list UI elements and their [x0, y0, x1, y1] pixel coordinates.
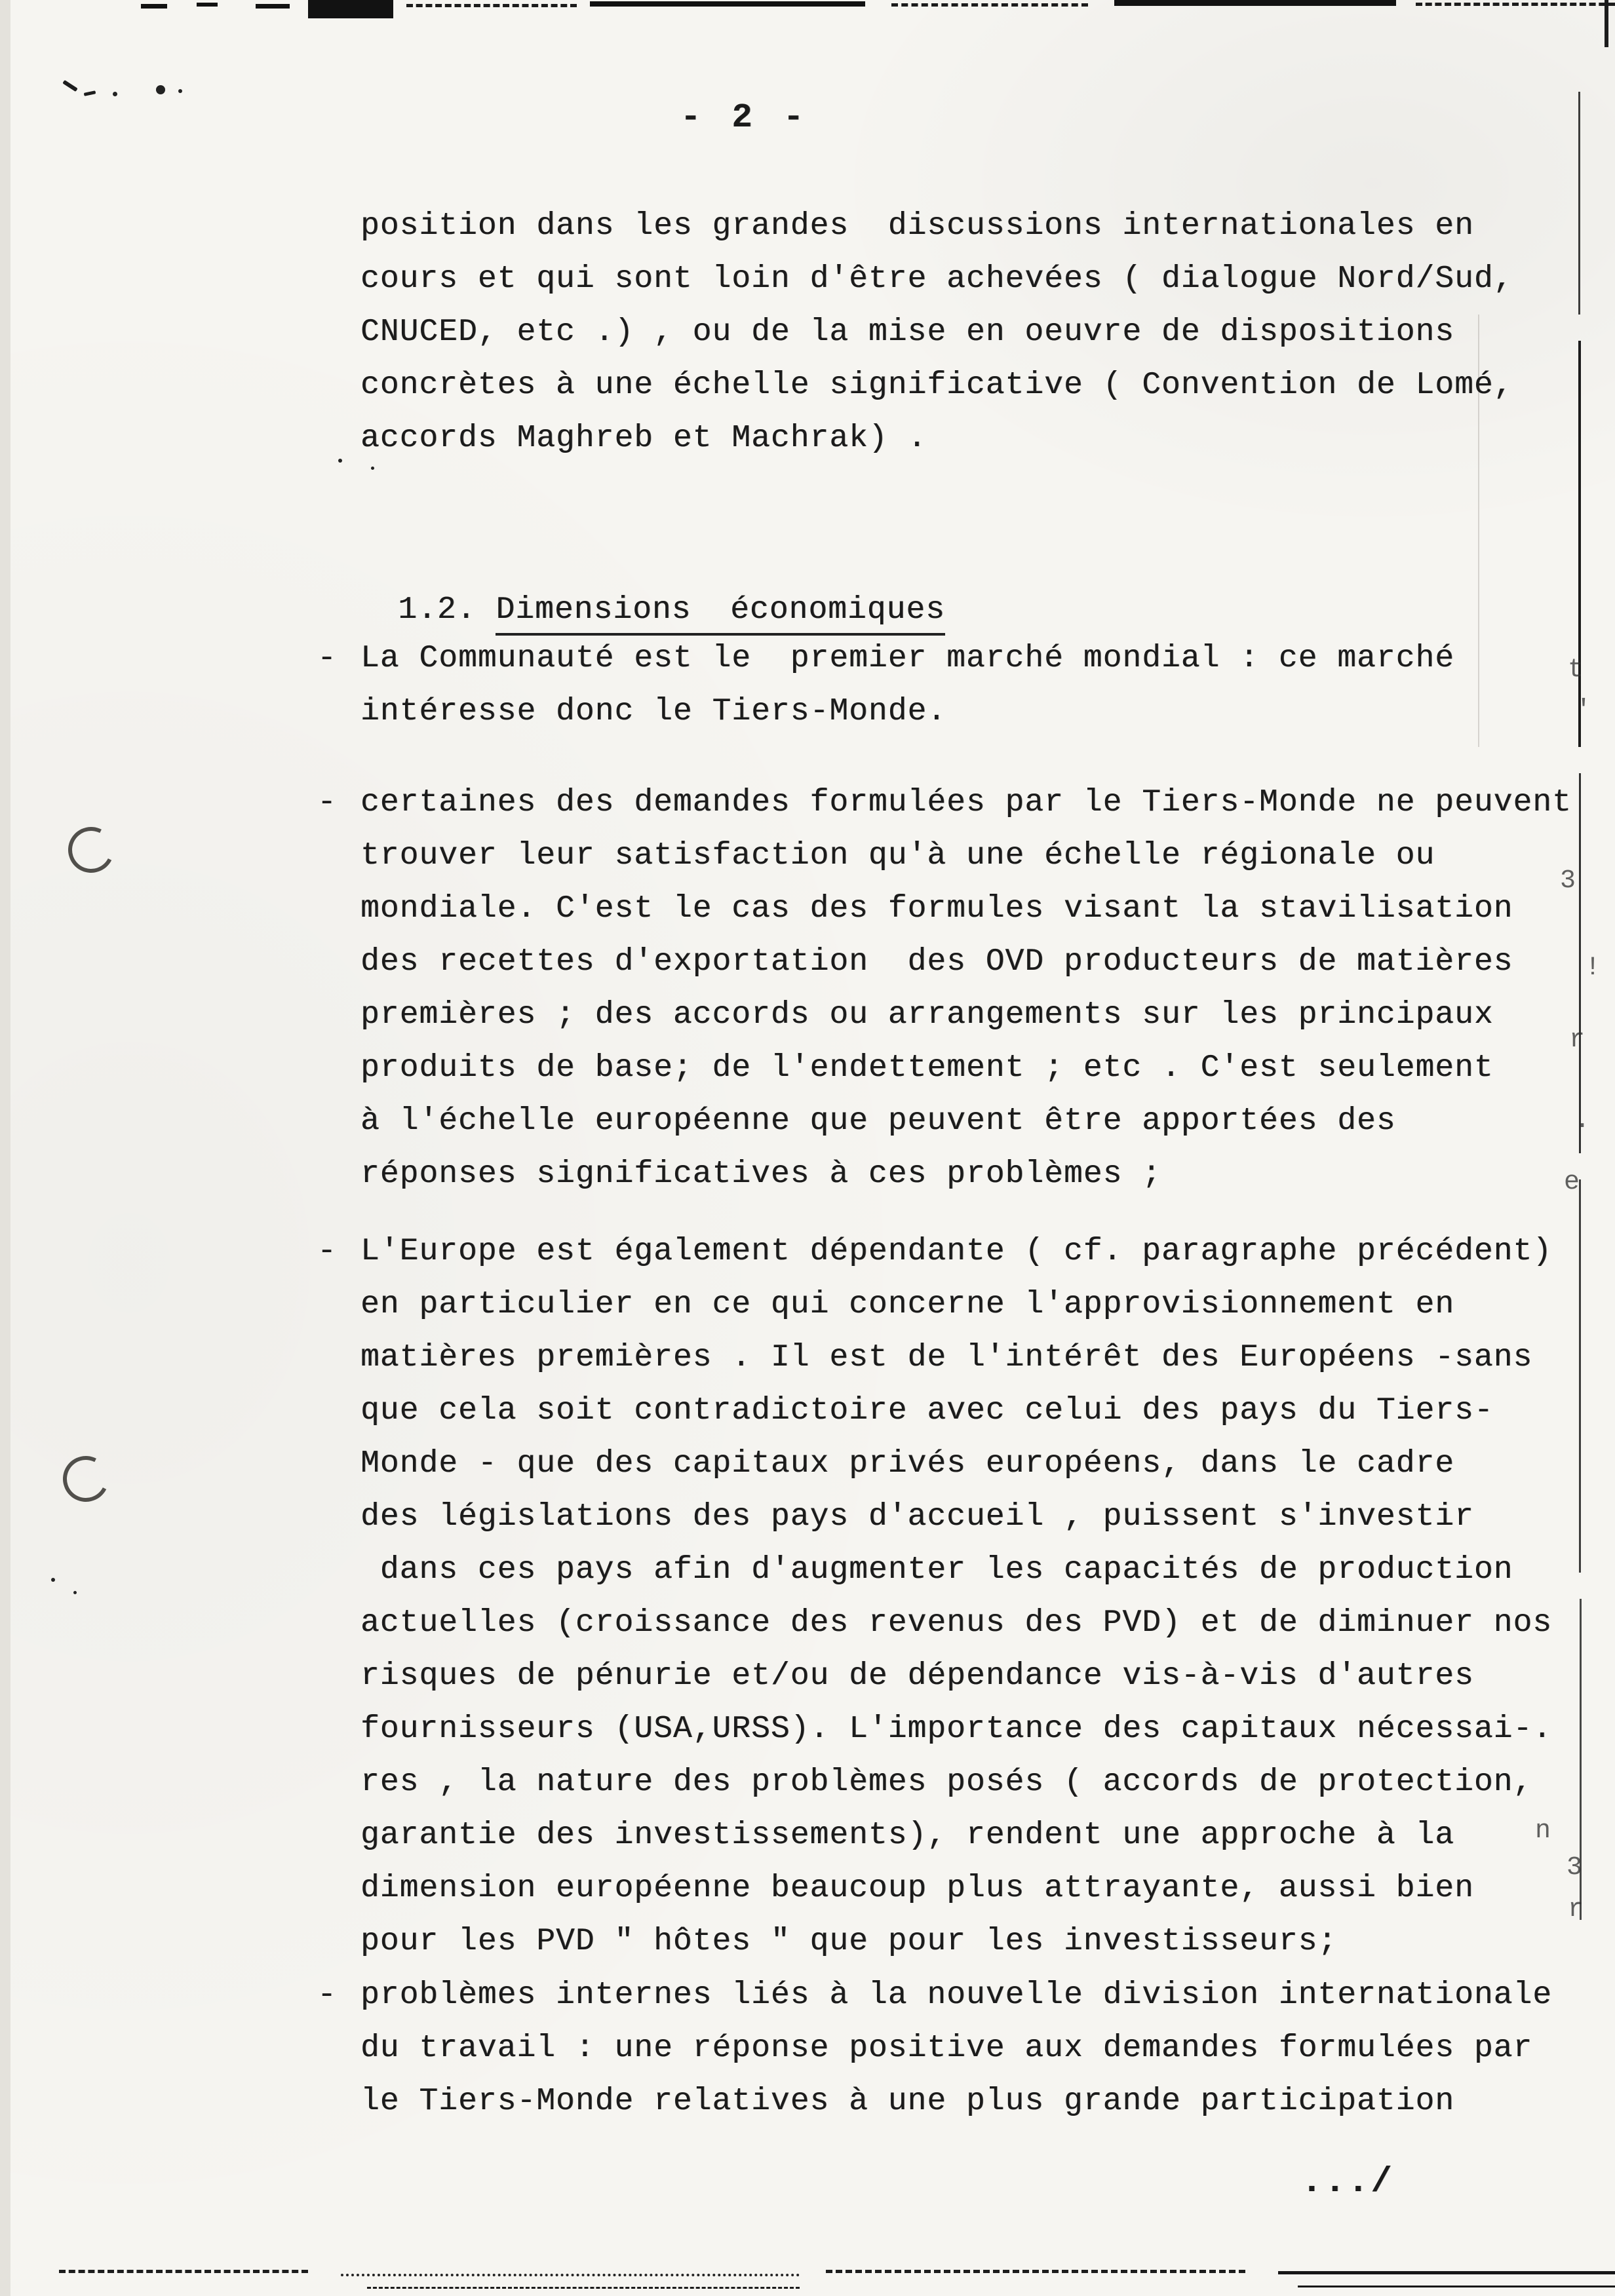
- paragraph-line: fournisseurs (USA,URSS). L'importance des capitaux nécessai-.: [360, 1712, 1553, 1747]
- intro-paragraph: [360, 200, 1513, 465]
- scan-artifact: [113, 92, 117, 96]
- paragraph-line: premières ; des accords ou arrangements sur les principaux: [360, 997, 1494, 1033]
- section-number: 1.2.: [398, 592, 477, 628]
- scan-artifact: [341, 2274, 800, 2276]
- margin-artifact-glyph: e: [1564, 1168, 1580, 1197]
- scan-artifact: [156, 85, 165, 94]
- margin-artifact-glyph: t: [1568, 655, 1584, 685]
- bullet-marker: -: [317, 785, 336, 820]
- paragraph-line: à l'échelle européenne que peuvent être apportées des: [360, 1103, 1396, 1139]
- scan-artifact: [51, 1578, 55, 1582]
- hole-punch: [57, 1450, 115, 1508]
- scan-artifact: [1298, 2286, 1615, 2287]
- paragraph-line: certaines des demandes formulées par le Tiers-Monde ne peuvent: [360, 785, 1572, 820]
- scan-artifact: [406, 4, 577, 7]
- scan-artifact: [1578, 92, 1580, 315]
- paragraph-line: pour les PVD " hôtes " que pour les investisseurs;: [360, 1924, 1338, 1959]
- paragraph-line: L'Europe est également dépendante ( cf. paragraphe précédent): [360, 1234, 1553, 1269]
- scan-artifact: [62, 80, 77, 92]
- scan-artifact: [1416, 3, 1615, 6]
- paragraph-line: res , la nature des problèmes posés ( accords de protection,: [360, 1765, 1533, 1800]
- paragraph-line: des recettes d'exportation des OVD producteurs de matières: [360, 944, 1513, 980]
- paragraph-line: La Communauté est le premier marché mondial : ce marché: [360, 641, 1455, 676]
- paragraph-line: concrètes à une échelle significative ( Convention de Lomé,: [360, 368, 1513, 403]
- bullet-marker: -: [317, 641, 336, 676]
- paragraph-line: position dans les grandes discussions internationales en: [360, 208, 1474, 244]
- paragraph-line: CNUCED, etc .) , ou de la mise en oeuvre de dispositions: [360, 315, 1455, 350]
- paragraph-line: dans ces pays afin d'augmenter les capacités de production: [360, 1552, 1513, 1588]
- margin-artifact-glyph: r: [1569, 1025, 1586, 1055]
- bullet-item: [317, 1969, 1553, 2128]
- scan-artifact: [1605, 0, 1608, 47]
- margin-artifact-glyph: 3: [1560, 866, 1576, 896]
- continuation-mark: .../: [1301, 2162, 1394, 2202]
- paragraph-line: Monde - que des capitaux privés européens, dans le cadre: [360, 1446, 1455, 1482]
- scan-artifact: [826, 2270, 1245, 2273]
- paragraph-line: problèmes internes liés à la nouvelle division internationale: [360, 1978, 1553, 2013]
- scan-artifact: [367, 2287, 800, 2289]
- paragraph-line: actuelles (croissance des revenus des PVD) et de diminuer nos: [360, 1605, 1553, 1641]
- paragraph-line: du travail : une réponse positive aux demandes formulées par: [360, 2031, 1533, 2066]
- scan-artifact: [84, 90, 96, 96]
- margin-artifact-glyph: ': [1576, 696, 1592, 725]
- bullet-marker: -: [317, 1978, 336, 2013]
- scan-artifact: [1278, 2271, 1615, 2274]
- margin-artifact-glyph: n: [1535, 1816, 1551, 1846]
- paragraph-line: dimension européenne beaucoup plus attrayante, aussi bien: [360, 1871, 1474, 1906]
- scan-artifact: [891, 3, 1088, 7]
- paragraph-line: le Tiers-Monde relatives à une plus grande participation: [360, 2084, 1455, 2119]
- scan-artifact: [256, 4, 290, 9]
- bullet-item: [317, 776, 1572, 1201]
- scan-artifact: [1579, 1179, 1581, 1573]
- scan-artifact: [590, 1, 865, 7]
- paragraph-line: matières premières . Il est de l'intérêt des Européens -sans: [360, 1340, 1533, 1375]
- scan-artifact: [1578, 341, 1581, 747]
- paragraph-line: trouver leur satisfaction qu'à une échelle régionale ou: [360, 838, 1435, 873]
- paragraph-line: intéresse donc le Tiers-Monde.: [360, 694, 947, 729]
- scan-artifact: [1114, 0, 1396, 6]
- bullet-item: [317, 1225, 1553, 1968]
- paragraph-line: des législations des pays d'accueil , puissent s'investir: [360, 1499, 1474, 1535]
- scan-artifact: [308, 0, 393, 18]
- scan-artifact: [1579, 773, 1581, 1153]
- scan-artifact: [197, 3, 218, 7]
- scan-edge-shade: [0, 0, 10, 2296]
- paragraph-line: garantie des investissements), rendent une approche à la: [360, 1818, 1455, 1853]
- margin-artifact-glyph: 3: [1566, 1853, 1583, 1883]
- page-number: - 2 -: [680, 98, 809, 137]
- scan-artifact: [178, 89, 182, 93]
- paragraph-line: risques de pénurie et/ou de dépendance vis-à-vis d'autres: [360, 1658, 1474, 1694]
- paragraph-line: que cela soit contradictoire avec celui des pays du Tiers-: [360, 1393, 1494, 1428]
- hole-punch: [62, 821, 120, 879]
- margin-artifact-glyph: r: [1568, 1895, 1584, 1924]
- margin-artifact-glyph: .: [1574, 1106, 1591, 1136]
- section-title: Dimensions économiques: [496, 592, 945, 636]
- scan-artifact: [141, 4, 167, 9]
- paragraph-line: réponses significatives à ces problèmes ;: [360, 1157, 1161, 1192]
- scan-artifact: [338, 459, 342, 463]
- margin-artifact-glyph: !: [1585, 953, 1601, 983]
- paragraph-line: produits de base; de l'endettement ; etc . C'est seulement: [360, 1050, 1494, 1086]
- bullet-item: [317, 632, 1455, 738]
- paragraph-line: accords Maghreb et Machrak) .: [360, 421, 927, 456]
- bullet-marker: -: [317, 1234, 336, 1269]
- scan-artifact: [73, 1591, 77, 1594]
- scan-artifact: [371, 467, 374, 470]
- paragraph-line: cours et qui sont loin d'être achevées ( dialogue Nord/Sud,: [360, 261, 1513, 297]
- scan-artifact: [59, 2270, 308, 2273]
- paragraph-line: en particulier en ce qui concerne l'approvisionnement en: [360, 1287, 1455, 1322]
- paragraph-line: mondiale. C'est le cas des formules visant la stavilisation: [360, 891, 1513, 927]
